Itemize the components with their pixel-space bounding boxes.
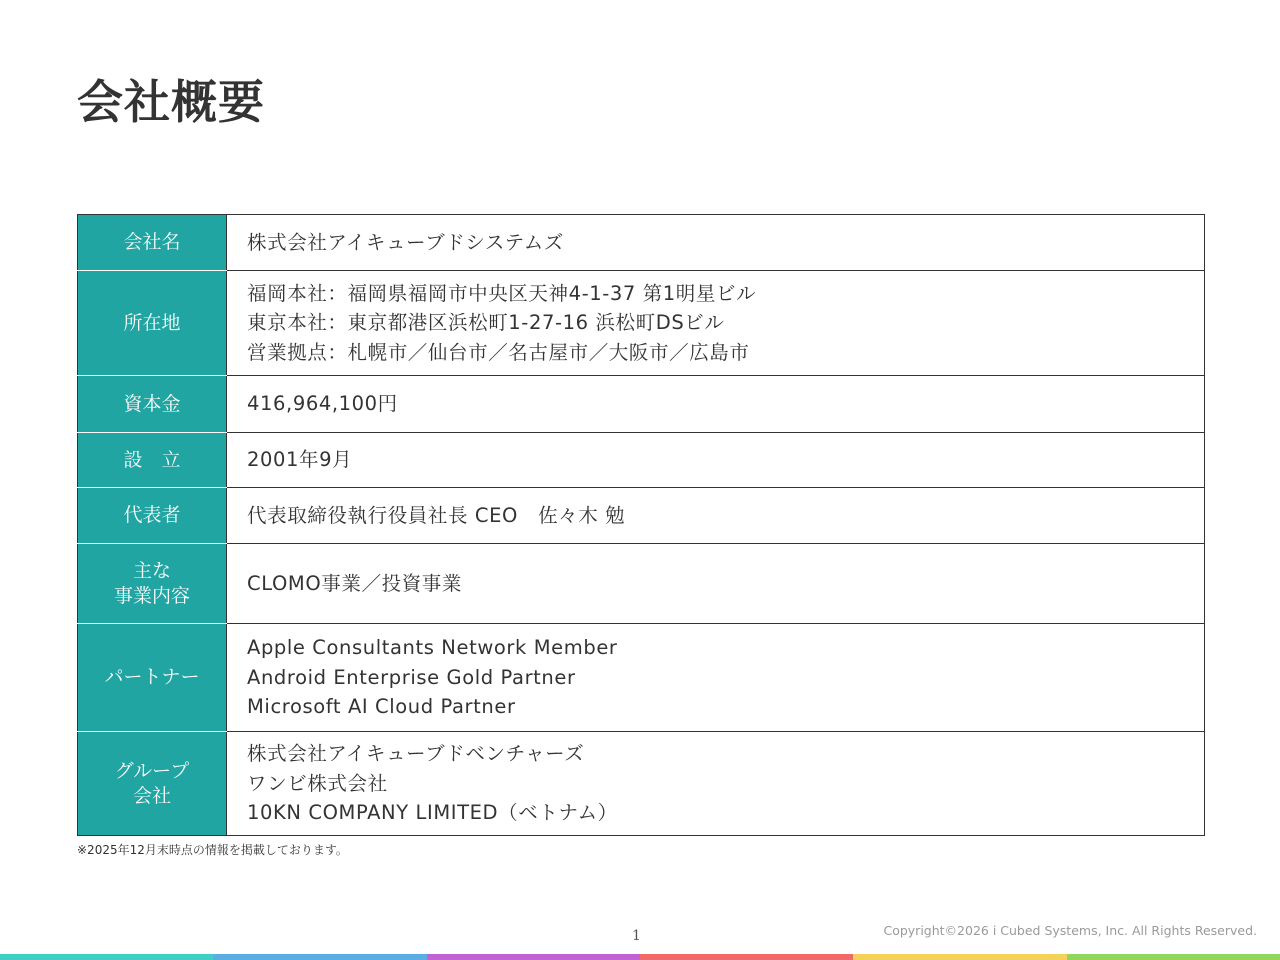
- row-label: グループ 会社: [78, 732, 227, 836]
- table-row-capital: [78, 376, 1205, 433]
- row-value: Apple Consultants Network Member Android Enterprise Gold Partner Microsoft AI Cloud Partner: [227, 624, 1205, 732]
- row-label: 資本金: [78, 376, 227, 433]
- row-value: 株式会社アイキューブドシステムズ: [227, 215, 1205, 271]
- color-bar-segment: [427, 954, 640, 960]
- color-bar-segment: [853, 954, 1066, 960]
- row-value: 株式会社アイキューブドベンチャーズ ワンビ株式会社 10KN COMPANY LIMITED（ベトナム）: [227, 732, 1205, 836]
- color-bar-segment: [640, 954, 853, 960]
- table-row-business: [78, 544, 1205, 624]
- table-row-founded: [78, 433, 1205, 488]
- footnote: ※2025年12月末時点の情報を掲載しております。: [77, 843, 348, 857]
- row-label: 代表者: [78, 488, 227, 544]
- row-value: 2001年9月: [227, 433, 1205, 488]
- row-value: 福岡本社：福岡県福岡市中央区天神4-1-37 第1明星ビル 東京本社：東京都港区浜松町1-27-16 浜松町DSビル 営業拠点：札幌市／仙台市／名古屋市／大阪市／広島市: [227, 271, 1205, 376]
- table-row-group: [78, 732, 1205, 836]
- page-title: 会社概要: [77, 75, 265, 129]
- row-label: 設 立: [78, 433, 227, 488]
- table-row-company-name: [78, 215, 1205, 271]
- footer-color-bar: [0, 954, 1280, 960]
- color-bar-segment: [213, 954, 426, 960]
- row-label: パートナー: [78, 624, 227, 732]
- copyright-text: Copyright©2026 i Cubed Systems, Inc. All Rights Reserved.: [883, 923, 1257, 938]
- row-label: 主な 事業内容: [78, 544, 227, 624]
- row-label: 所在地: [78, 271, 227, 376]
- color-bar-segment: [1067, 954, 1280, 960]
- table-row-partner: [78, 624, 1205, 732]
- page-number: 1: [632, 928, 641, 944]
- color-bar-segment: [0, 954, 213, 960]
- row-value: CLOMO事業／投資事業: [227, 544, 1205, 624]
- table-row-representative: [78, 488, 1205, 544]
- table-row-address: [78, 271, 1205, 376]
- row-value: 416,964,100円: [227, 376, 1205, 433]
- row-value: 代表取締役執行役員社長 CEO 佐々木 勉: [227, 488, 1205, 544]
- company-info-table: [77, 214, 1205, 836]
- row-label: 会社名: [78, 215, 227, 271]
